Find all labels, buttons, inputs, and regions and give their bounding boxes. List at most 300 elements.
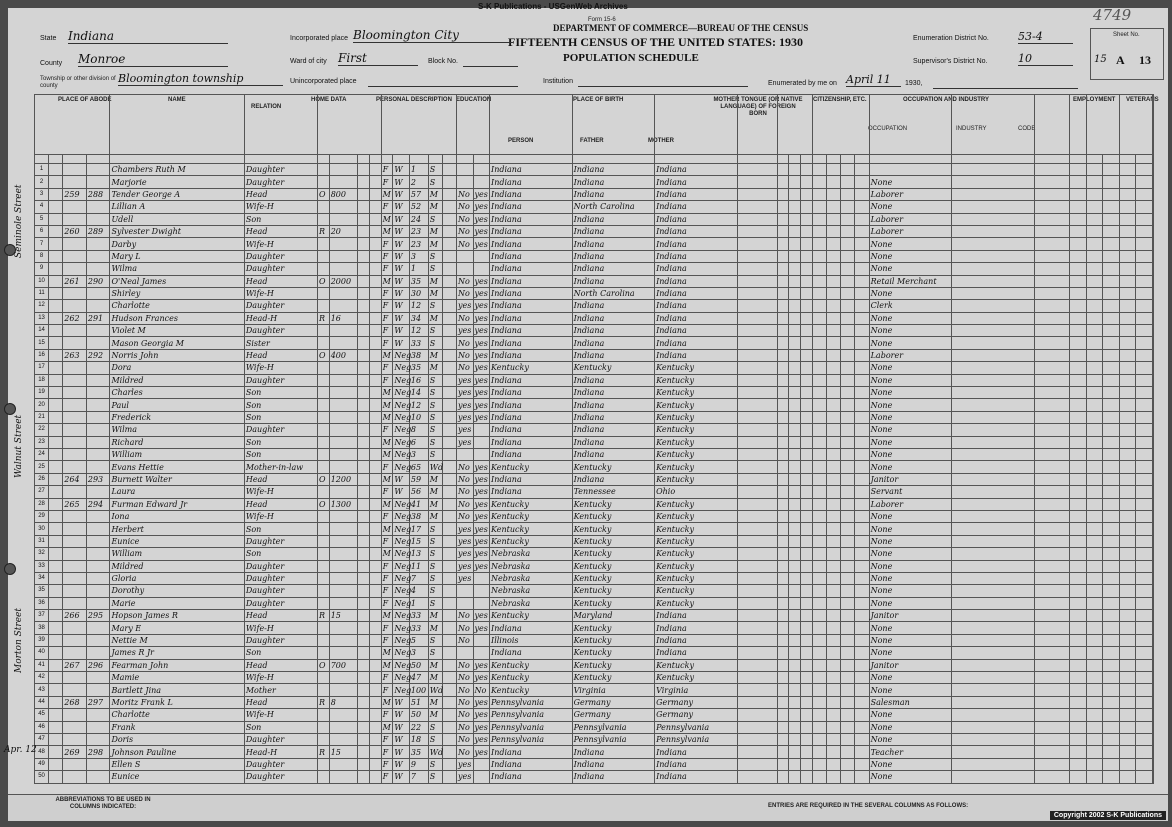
cell-read: yes: [474, 462, 488, 472]
cell-race: Neg: [394, 660, 412, 670]
cell-mother: Pennsylvania: [655, 733, 738, 745]
empty-cell: [442, 622, 456, 634]
empty-cell: [1152, 610, 1153, 622]
empty-cell: [1034, 188, 1069, 200]
subhead-occupation: OCCUPATION: [868, 126, 908, 132]
cell-name: Mary L: [110, 250, 244, 262]
cell-sex: F: [381, 176, 393, 188]
empty-cell: [358, 337, 370, 349]
empty-cell: [442, 337, 456, 349]
cell-occ: None: [869, 560, 952, 572]
empty-cell: [49, 436, 63, 448]
empty-cell: [777, 436, 789, 448]
empty-cell: [813, 473, 827, 485]
empty-cell: [442, 535, 456, 547]
cell-sex: F: [381, 597, 393, 609]
empty-cell: [1070, 721, 1087, 733]
empty-cell: [358, 498, 370, 510]
empty-cell: [1070, 696, 1087, 708]
empty-cell: [855, 362, 869, 374]
cell-age: 38: [409, 349, 428, 361]
empty-cell: [952, 672, 1035, 684]
empty-cell: [1103, 188, 1120, 200]
empty-cell: [49, 696, 63, 708]
cell-mar: S: [428, 325, 442, 337]
empty-cell: [777, 560, 789, 572]
empty-cell: [952, 411, 1035, 423]
cell-fam: 290: [86, 275, 110, 287]
empty-cell: [801, 225, 813, 237]
empty-cell: [789, 597, 801, 609]
cell-father: Kentucky: [572, 560, 655, 572]
cell-occ: [869, 164, 952, 176]
state-value: Indiana: [68, 29, 228, 44]
cell-dw: 267: [63, 659, 87, 671]
cell-val: [329, 387, 357, 399]
empty-cell: [1119, 312, 1136, 324]
cell-school: No: [457, 498, 474, 510]
cell-sex: M: [381, 523, 393, 535]
empty-cell: [827, 696, 841, 708]
empty-cell: [777, 585, 789, 597]
column-number: [63, 155, 87, 164]
empty-cell: [737, 188, 777, 200]
empty-cell: [1152, 275, 1153, 287]
empty-cell: [1119, 548, 1136, 560]
cell-person: Kentucky: [490, 684, 573, 696]
table-row: [35, 535, 1154, 547]
cell-read: yes: [474, 499, 488, 509]
empty-cell: [358, 201, 370, 213]
empty-cell: [827, 448, 841, 460]
empty-cell: [789, 771, 801, 783]
empty-cell: [442, 424, 456, 436]
empty-cell: [49, 647, 63, 659]
empty-cell: [1152, 238, 1153, 250]
cell-dw: 266: [63, 610, 87, 622]
cell-own: [317, 387, 329, 399]
table-row: [35, 473, 1154, 485]
empty-cell: [1034, 461, 1069, 473]
cell-sex: F: [381, 672, 393, 684]
column-number: [473, 155, 490, 164]
empty-cell: [1034, 312, 1069, 324]
cell-fam: [86, 374, 110, 386]
empty-cell: [1136, 572, 1153, 584]
empty-cell: [358, 250, 370, 262]
cell-rel: Daughter: [244, 374, 317, 386]
empty-cell: [1034, 424, 1069, 436]
cell-age: 16: [409, 374, 428, 386]
cell-father: Kentucky: [572, 510, 655, 522]
incorporated-label: Incorporated place: [290, 35, 348, 42]
empty-cell: [1119, 424, 1136, 436]
empty-cell: [789, 263, 801, 275]
cell-age: 17: [409, 523, 428, 535]
enum-district-label: Enumeration District No.: [913, 35, 989, 42]
empty-cell: [827, 672, 841, 684]
empty-cell: [1152, 300, 1153, 312]
empty-cell: [789, 510, 801, 522]
empty-cell: [801, 486, 813, 498]
table-row: [35, 510, 1154, 522]
empty-cell: [1152, 684, 1153, 696]
cell-school: No: [457, 461, 474, 473]
empty-cell: [801, 733, 813, 745]
cell-name: Hopson James R: [110, 610, 244, 622]
cell-dw: [63, 424, 87, 436]
cell-mar: S: [428, 758, 442, 770]
empty-cell: [789, 436, 801, 448]
empty-cell: [841, 498, 855, 510]
empty-cell: [737, 758, 777, 770]
cell-race: W: [393, 721, 410, 733]
cell-read: [473, 164, 490, 176]
cell-fam: [86, 436, 110, 448]
empty-cell: [801, 164, 813, 176]
empty-cell: [789, 548, 801, 560]
empty-cell: [827, 238, 841, 250]
empty-cell: [1034, 585, 1069, 597]
unincorporated-label: Unincorporated place: [290, 78, 357, 85]
cell-rel: Daughter: [244, 164, 317, 176]
cell-occ: None: [869, 424, 952, 436]
table-row: [35, 696, 1154, 708]
empty-cell: [1136, 585, 1153, 597]
cell-name: Frederick: [110, 411, 244, 423]
empty-cell: [442, 387, 456, 399]
cell-age: 3: [409, 250, 428, 262]
empty-cell: [813, 634, 827, 646]
empty-cell: [855, 758, 869, 770]
cell-occ: None: [869, 647, 952, 659]
empty-cell: [789, 287, 801, 299]
cell-read: yes: [474, 524, 488, 534]
cell-dw: [63, 622, 87, 634]
empty-cell: [827, 188, 841, 200]
empty-cell: [1119, 387, 1136, 399]
empty-cell: [1034, 448, 1069, 460]
cell-dw: [63, 634, 87, 646]
empty-cell: [789, 758, 801, 770]
cell-fam: 296: [86, 659, 110, 671]
empty-cell: [358, 622, 370, 634]
line-number: 38: [35, 622, 49, 634]
empty-cell: [841, 473, 855, 485]
empty-cell: [777, 597, 789, 609]
cell-fam: [86, 411, 110, 423]
cell-age: 57: [409, 188, 428, 200]
table-row: [35, 164, 1154, 176]
cell-mother: Kentucky: [655, 510, 738, 522]
empty-cell: [737, 572, 777, 584]
empty-cell: [841, 696, 855, 708]
empty-cell: [777, 510, 789, 522]
empty-cell: [1119, 647, 1136, 659]
cell-mother: Kentucky: [655, 411, 738, 423]
empty-cell: [813, 349, 827, 361]
cell-mar: S: [428, 374, 442, 386]
cell-rel: Daughter: [244, 424, 317, 436]
line-number: 9: [35, 263, 49, 275]
line-number: 19: [35, 387, 49, 399]
empty-cell: [841, 510, 855, 522]
cell-sex: M: [381, 473, 393, 485]
empty-cell: [827, 548, 841, 560]
empty-cell: [369, 213, 381, 225]
cell-mar: S: [428, 337, 442, 349]
empty-cell: [952, 758, 1035, 770]
cell-name: O'Neal James: [110, 275, 244, 287]
cell-occ: Janitor: [869, 610, 952, 622]
empty-cell: [358, 325, 370, 337]
cell-own: [317, 771, 329, 783]
empty-cell: [1070, 424, 1087, 436]
empty-cell: [1103, 560, 1120, 572]
cell-own: [317, 448, 329, 460]
cell-name: Shirley: [110, 287, 244, 299]
empty-cell: [1034, 337, 1069, 349]
cell-dw: [63, 263, 87, 275]
empty-cell: [813, 374, 827, 386]
cell-school: No: [457, 349, 474, 361]
empty-cell: [358, 362, 370, 374]
empty-cell: [777, 721, 789, 733]
empty-cell: [827, 287, 841, 299]
cell-father: Kentucky: [572, 523, 655, 535]
empty-cell: [442, 374, 456, 386]
cell-sex: F: [381, 585, 393, 597]
cell-mar: M: [428, 473, 442, 485]
cell-mar: S: [428, 164, 442, 176]
empty-cell: [777, 548, 789, 560]
empty-cell: [358, 696, 370, 708]
empty-cell: [1086, 473, 1103, 485]
cell-race: W: [393, 164, 410, 176]
empty-cell: [1136, 771, 1153, 783]
empty-cell: [1119, 325, 1136, 337]
empty-cell: [1086, 436, 1103, 448]
empty-cell: [737, 424, 777, 436]
table-row: [35, 225, 1154, 237]
empty-cell: [1034, 523, 1069, 535]
empty-cell: [777, 684, 789, 696]
cell-mar: S: [428, 733, 442, 745]
empty-cell: [369, 672, 381, 684]
empty-cell: [1086, 733, 1103, 745]
cell-mar: M: [428, 672, 442, 684]
cell-dw: 261: [63, 275, 87, 287]
empty-cell: [789, 721, 801, 733]
cell-fam: 295: [86, 610, 110, 622]
table-row: [35, 176, 1154, 188]
empty-cell: [1103, 548, 1120, 560]
empty-cell: [358, 684, 370, 696]
empty-cell: [952, 461, 1035, 473]
cell-father: Indiana: [572, 746, 655, 758]
empty-cell: [1034, 473, 1069, 485]
empty-cell: [442, 436, 456, 448]
empty-cell: [1136, 560, 1153, 572]
empty-cell: [1034, 387, 1069, 399]
empty-cell: [801, 387, 813, 399]
empty-cell: [49, 312, 63, 324]
cell-mar: M: [428, 188, 442, 200]
empty-cell: [1136, 684, 1153, 696]
cell-person: Kentucky: [490, 535, 573, 547]
empty-cell: [1152, 659, 1153, 671]
cell-mar: S: [428, 560, 442, 572]
empty-cell: [1136, 362, 1153, 374]
cell-race: Neg: [394, 462, 412, 472]
empty-cell: [952, 164, 1035, 176]
empty-cell: [1103, 746, 1120, 758]
cell-fam: [86, 548, 110, 560]
empty-cell: [855, 424, 869, 436]
empty-cell: [1103, 201, 1120, 213]
table-row: [35, 300, 1154, 312]
empty-cell: [369, 535, 381, 547]
cell-school: No: [457, 287, 474, 299]
cell-read: yes: [474, 660, 488, 670]
column-number: [1086, 155, 1103, 164]
empty-cell: [841, 225, 855, 237]
empty-cell: [442, 263, 456, 275]
sheet-number-box: [1090, 28, 1164, 80]
empty-cell: [1034, 411, 1069, 423]
empty-cell: [1103, 424, 1120, 436]
empty-cell: [952, 659, 1035, 671]
empty-cell: [777, 312, 789, 324]
section-tongue: MOTHER TONGUE (OR NATIVE LANGUAGE) OF FOREIGN BORN: [713, 97, 803, 117]
empty-cell: [49, 399, 63, 411]
empty-cell: [737, 585, 777, 597]
cell-fam: [86, 510, 110, 522]
empty-cell: [1070, 250, 1087, 262]
empty-cell: [1103, 176, 1120, 188]
empty-cell: [49, 523, 63, 535]
empty-cell: [813, 585, 827, 597]
empty-cell: [813, 436, 827, 448]
empty-cell: [827, 610, 841, 622]
empty-cell: [1136, 498, 1153, 510]
empty-cell: [737, 659, 777, 671]
empty-cell: [1103, 337, 1120, 349]
empty-cell: [1103, 275, 1120, 287]
empty-cell: [952, 548, 1035, 560]
cell-rel: Head: [244, 696, 317, 708]
cell-occ: Laborer: [869, 349, 952, 361]
empty-cell: [1034, 733, 1069, 745]
cell-sex: F: [381, 572, 393, 584]
cell-age: 4: [409, 585, 428, 597]
empty-cell: [358, 312, 370, 324]
empty-cell: [827, 746, 841, 758]
empty-cell: [1119, 634, 1136, 646]
empty-cell: [737, 672, 777, 684]
empty-cell: [358, 610, 370, 622]
cell-occ: None: [869, 238, 952, 250]
cell-read: yes: [474, 512, 488, 522]
department-title: DEPARTMENT OF COMMERCE—BUREAU OF THE CENSUS: [553, 23, 809, 33]
empty-cell: [777, 709, 789, 721]
cell-age: 41: [409, 498, 428, 510]
empty-cell: [801, 238, 813, 250]
empty-cell: [1103, 238, 1120, 250]
cell-own: [317, 634, 329, 646]
cell-school: yes: [458, 759, 472, 769]
empty-cell: [1152, 510, 1153, 522]
cell-father: Indiana: [572, 225, 655, 237]
cell-father: Kentucky: [572, 548, 655, 560]
cell-read: No: [473, 684, 490, 696]
empty-cell: [358, 548, 370, 560]
column-number: [428, 155, 442, 164]
cell-val: [329, 337, 357, 349]
empty-cell: [801, 300, 813, 312]
empty-cell: [1086, 225, 1103, 237]
cell-father: Indiana: [572, 374, 655, 386]
cell-name: Iona: [110, 510, 244, 522]
empty-cell: [1119, 535, 1136, 547]
table-row: [35, 399, 1154, 411]
line-number: 20: [35, 399, 49, 411]
cell-fam: [86, 213, 110, 225]
empty-cell: [1119, 349, 1136, 361]
line-number: 26: [35, 473, 49, 485]
table-row: [35, 572, 1154, 584]
cell-rel: Son: [244, 721, 317, 733]
cell-occ: None: [869, 399, 952, 411]
empty-cell: [841, 312, 855, 324]
cell-dw: [63, 721, 87, 733]
cell-person: Indiana: [490, 164, 573, 176]
cell-person: Indiana: [490, 250, 573, 262]
section-birth: PLACE OF BIRTH: [573, 97, 624, 103]
empty-cell: [442, 721, 456, 733]
empty-cell: [789, 610, 801, 622]
empty-cell: [827, 201, 841, 213]
cell-school: [457, 597, 474, 609]
empty-cell: [789, 709, 801, 721]
column-number: [369, 155, 381, 164]
cell-sex: M: [381, 349, 393, 361]
empty-cell: [952, 486, 1035, 498]
cell-read: yes: [474, 623, 488, 633]
empty-cell: [952, 387, 1035, 399]
column-number: [1103, 155, 1120, 164]
cell-race: W: [393, 250, 410, 262]
cell-occ: None: [869, 733, 952, 745]
table-row: [35, 188, 1154, 200]
empty-cell: [369, 486, 381, 498]
empty-cell: [1119, 448, 1136, 460]
empty-cell: [1103, 634, 1120, 646]
cell-mar: S: [428, 721, 442, 733]
empty-cell: [1152, 535, 1153, 547]
empty-cell: [789, 188, 801, 200]
empty-cell: [1136, 758, 1153, 770]
empty-cell: [777, 696, 789, 708]
empty-cell: [369, 610, 381, 622]
cell-school: yes: [458, 301, 472, 311]
empty-cell: [827, 312, 841, 324]
sheet-label: Sheet No.: [1113, 32, 1140, 38]
empty-cell: [1152, 201, 1153, 213]
line-number: 47: [35, 733, 49, 745]
empty-cell: [789, 374, 801, 386]
empty-cell: [855, 213, 869, 225]
